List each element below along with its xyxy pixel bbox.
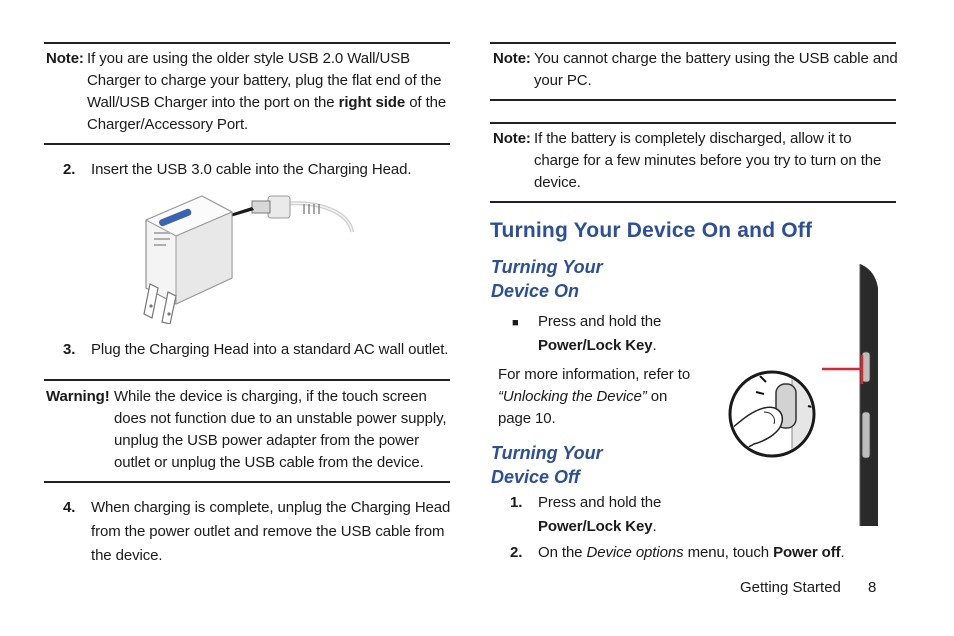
warning-line2: does not function due to an unstable power supply, xyxy=(114,410,447,427)
section-title: Turning Your Device On and Off xyxy=(490,219,813,242)
device-options-italic: Device options xyxy=(586,544,684,561)
right-side-bold: right side xyxy=(338,94,406,111)
step-4 xyxy=(63,496,453,568)
info-reference: For more information, refer to “Unlocking the Device” on page 10. xyxy=(498,366,691,427)
note3-line1: If the battery is completely discharged, allow it to xyxy=(534,130,852,147)
bullet-press-hold-on: ■ Press and hold the Power/Lock Key. xyxy=(512,313,662,354)
note2-line2: your PC. xyxy=(534,72,592,89)
power-lock-key-bold-2: Power/Lock Key xyxy=(538,518,653,535)
step-2-text: Insert the USB 3.0 cable into the Charging Head. xyxy=(91,161,412,178)
step-4-line1: When charging is complete, unplug the Charging Head xyxy=(91,499,451,516)
step-4-line2: from the power outlet and remove the USB cable from xyxy=(91,523,445,540)
note1-line1: If you are using the older style USB 2.0 Wall/USB xyxy=(87,50,411,67)
note3-line3: device. xyxy=(534,174,581,191)
note1-line2: Charger to charge your battery, plug the flat end of the xyxy=(87,72,442,89)
note3 xyxy=(493,128,895,194)
note1-label: Note: xyxy=(46,50,84,67)
warning-top-rule xyxy=(44,379,450,381)
off-step-2-number: 2. xyxy=(510,544,523,561)
note2-label: Note: xyxy=(493,50,531,67)
off-step-1-number: 1. xyxy=(510,494,523,511)
note1-top-rule xyxy=(44,42,450,44)
note2 xyxy=(493,48,898,92)
step-3-text: Plug the Charging Head into a standard AC wall outlet. xyxy=(91,341,449,358)
step-4-line3: the device. xyxy=(91,547,163,564)
step-3 xyxy=(63,338,453,362)
subheading-device-off: Turning Your Device Off xyxy=(491,443,603,487)
note2-line1: You cannot charge the battery using the USB cable and xyxy=(534,50,898,67)
unlocking-link[interactable]: “Unlocking the Device” xyxy=(498,388,647,405)
warning-line1: While the device is charging, if the touch screen xyxy=(114,388,427,405)
device-power-key-icon xyxy=(726,262,886,528)
step-2-number: 2. xyxy=(63,161,76,178)
note3-label: Note: xyxy=(493,130,531,147)
note1 xyxy=(46,48,450,136)
note1-line3: Wall/USB Charger into the port on the right side of the xyxy=(87,94,447,111)
note1-bottom-rule xyxy=(44,143,450,145)
warning-line4: outlet or unplug the USB cable from the device. xyxy=(114,454,424,471)
off-step-1: 1. Press and hold the Power/Lock Key. xyxy=(510,491,710,539)
bullet-square-icon: ■ xyxy=(512,317,519,329)
note3-line2: charge for a few minutes before you try to turn on the xyxy=(534,152,882,169)
off-step-2: 2. On the Device options menu, touch Power off. xyxy=(510,541,890,565)
usb-charger-icon xyxy=(132,192,358,324)
step-2 xyxy=(63,158,453,182)
warning xyxy=(46,386,450,474)
warning-line3: unplug the USB power adapter from the power xyxy=(114,432,420,449)
note2-top-rule xyxy=(490,42,896,44)
note3-top-rule xyxy=(490,122,896,124)
note1-line4: Charger/Accessory Port. xyxy=(87,116,249,133)
step-4-number: 4. xyxy=(63,499,76,516)
warning-bottom-rule xyxy=(44,481,450,483)
footer-section: Getting Started xyxy=(740,579,841,596)
note3-bottom-rule xyxy=(490,201,896,203)
step-3-number: 3. xyxy=(63,341,76,358)
footer-page-number: 8 xyxy=(868,579,877,596)
power-lock-key-bold: Power/Lock Key xyxy=(538,337,653,354)
power-off-bold: Power off xyxy=(773,544,841,561)
warning-label: Warning! xyxy=(46,388,110,405)
note2-bottom-rule xyxy=(490,99,896,101)
subheading-device-on: Turning Your Device On xyxy=(491,257,603,301)
